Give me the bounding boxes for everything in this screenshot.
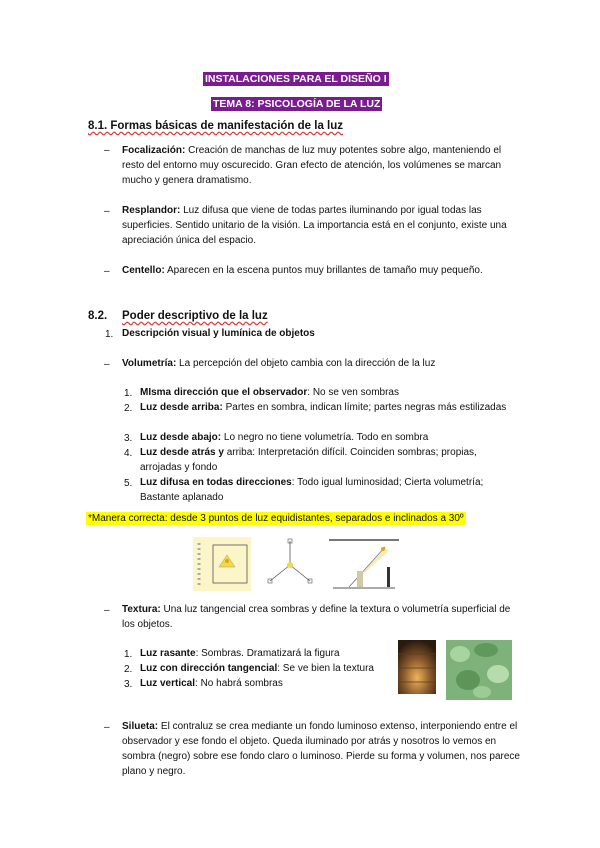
- section-8-2-heading: Poder descriptivo de la luz: [122, 310, 268, 322]
- bullet-dash: –: [104, 145, 110, 156]
- centello-item: Centello: Aparecen en la escena puntos muy brillantes de tamaño muy pequeño.: [122, 265, 483, 276]
- resplandor-item: Resplandor: Luz difusa que viene de todas partes iluminando por igual todas las superficies. Sentido unitario de la visión. La importancia está en el conjunto, existe una apreciación única del espacio.: [122, 205, 507, 246]
- tex-list-item: Luz con dirección tangencial: Se ve bien la textura: [140, 663, 374, 674]
- silueta-item: Silueta: El contraluz se crea mediante un fondo luminoso extenso, interponiendo entre el observador y ese fondo el objeto. Queda iluminado por atrás y nosotros lo vemos en sombra (negro) sobre ese fondo claro o luminoso. Pierde su forma y volumen, nos parece plano y negro.: [122, 721, 520, 777]
- list-number: 3.: [124, 679, 133, 690]
- wall-texture-photo: [398, 640, 436, 694]
- bullet-dash: –: [104, 206, 110, 217]
- list-number: 2.: [124, 403, 133, 414]
- subsection-title: Descripción visual y lumínica de objetos: [122, 328, 315, 339]
- tex-list-item: Luz rasante: Sombras. Dramatizará la figura: [140, 648, 340, 659]
- list-number: 2.: [124, 664, 133, 675]
- textura-item: Textura: Una luz tangencial crea sombras y define la textura o volumetría superficial de los objetos.: [122, 604, 511, 630]
- list-number: 1.: [124, 388, 133, 399]
- three-lights-diagram-image: [264, 537, 316, 591]
- list-number: 4.: [124, 448, 133, 459]
- volumetria-item: Volumetría: La percepción del objeto cambia con la dirección de la luz: [122, 358, 436, 369]
- vol-list-item: Luz desde abajo: Lo negro no tiene volumetría. Todo en sombra: [140, 432, 429, 443]
- bullet-dash: –: [104, 359, 110, 370]
- light-angle-diagram-image: [329, 537, 399, 591]
- list-number: 5.: [124, 478, 133, 489]
- list-number: 3.: [124, 433, 133, 444]
- bullet-dash: –: [104, 605, 110, 616]
- vol-list-item: MIsma dirección que el observador: No se ven sombras: [140, 387, 399, 398]
- topic-title: TEMA 8: PSICOLOGÍA DE LA LUZ: [213, 98, 381, 110]
- light-diagram-image: [193, 537, 251, 591]
- vol-list-item: Luz desde atrás y arriba: Interpretación difícil. Coinciden sombras; propias, arrojadas y fondo: [140, 447, 477, 473]
- section-8-1-heading: 8.1. Formas básicas de manifestación de la luz: [88, 120, 344, 132]
- vol-list-item: Luz difusa en todas direcciones: Todo igual luminosidad; Cierta volumetría; Bastante aplanado: [140, 477, 484, 503]
- highlighted-note: *Manera correcta: desde 3 puntos de luz equidistantes, separados e inclinados a 30º: [88, 513, 464, 524]
- bullet-dash: –: [104, 266, 110, 277]
- list-number: 1.: [105, 329, 114, 340]
- vol-list-item: Luz desde arriba: Partes en sombra, indican límite; partes negras más estilizadas: [140, 402, 507, 413]
- focalizacion-item: Focalización: Creación de manchas de luz muy potentes sobre algo, manteniendo el resto del entorno muy oscurecido. Gran efecto de atención, los volúmenes se marcan mucho y genera dramatismo.: [122, 145, 502, 186]
- tex-list-item: Luz vertical: No habrá sombras: [140, 678, 283, 689]
- list-number: 1.: [124, 649, 133, 660]
- section-8-2-number: 8.2.: [88, 310, 108, 322]
- green-texture-photo: [446, 640, 512, 700]
- document-title: INSTALACIONES PARA EL DISEÑO I: [205, 73, 387, 85]
- bullet-dash: –: [104, 722, 110, 733]
